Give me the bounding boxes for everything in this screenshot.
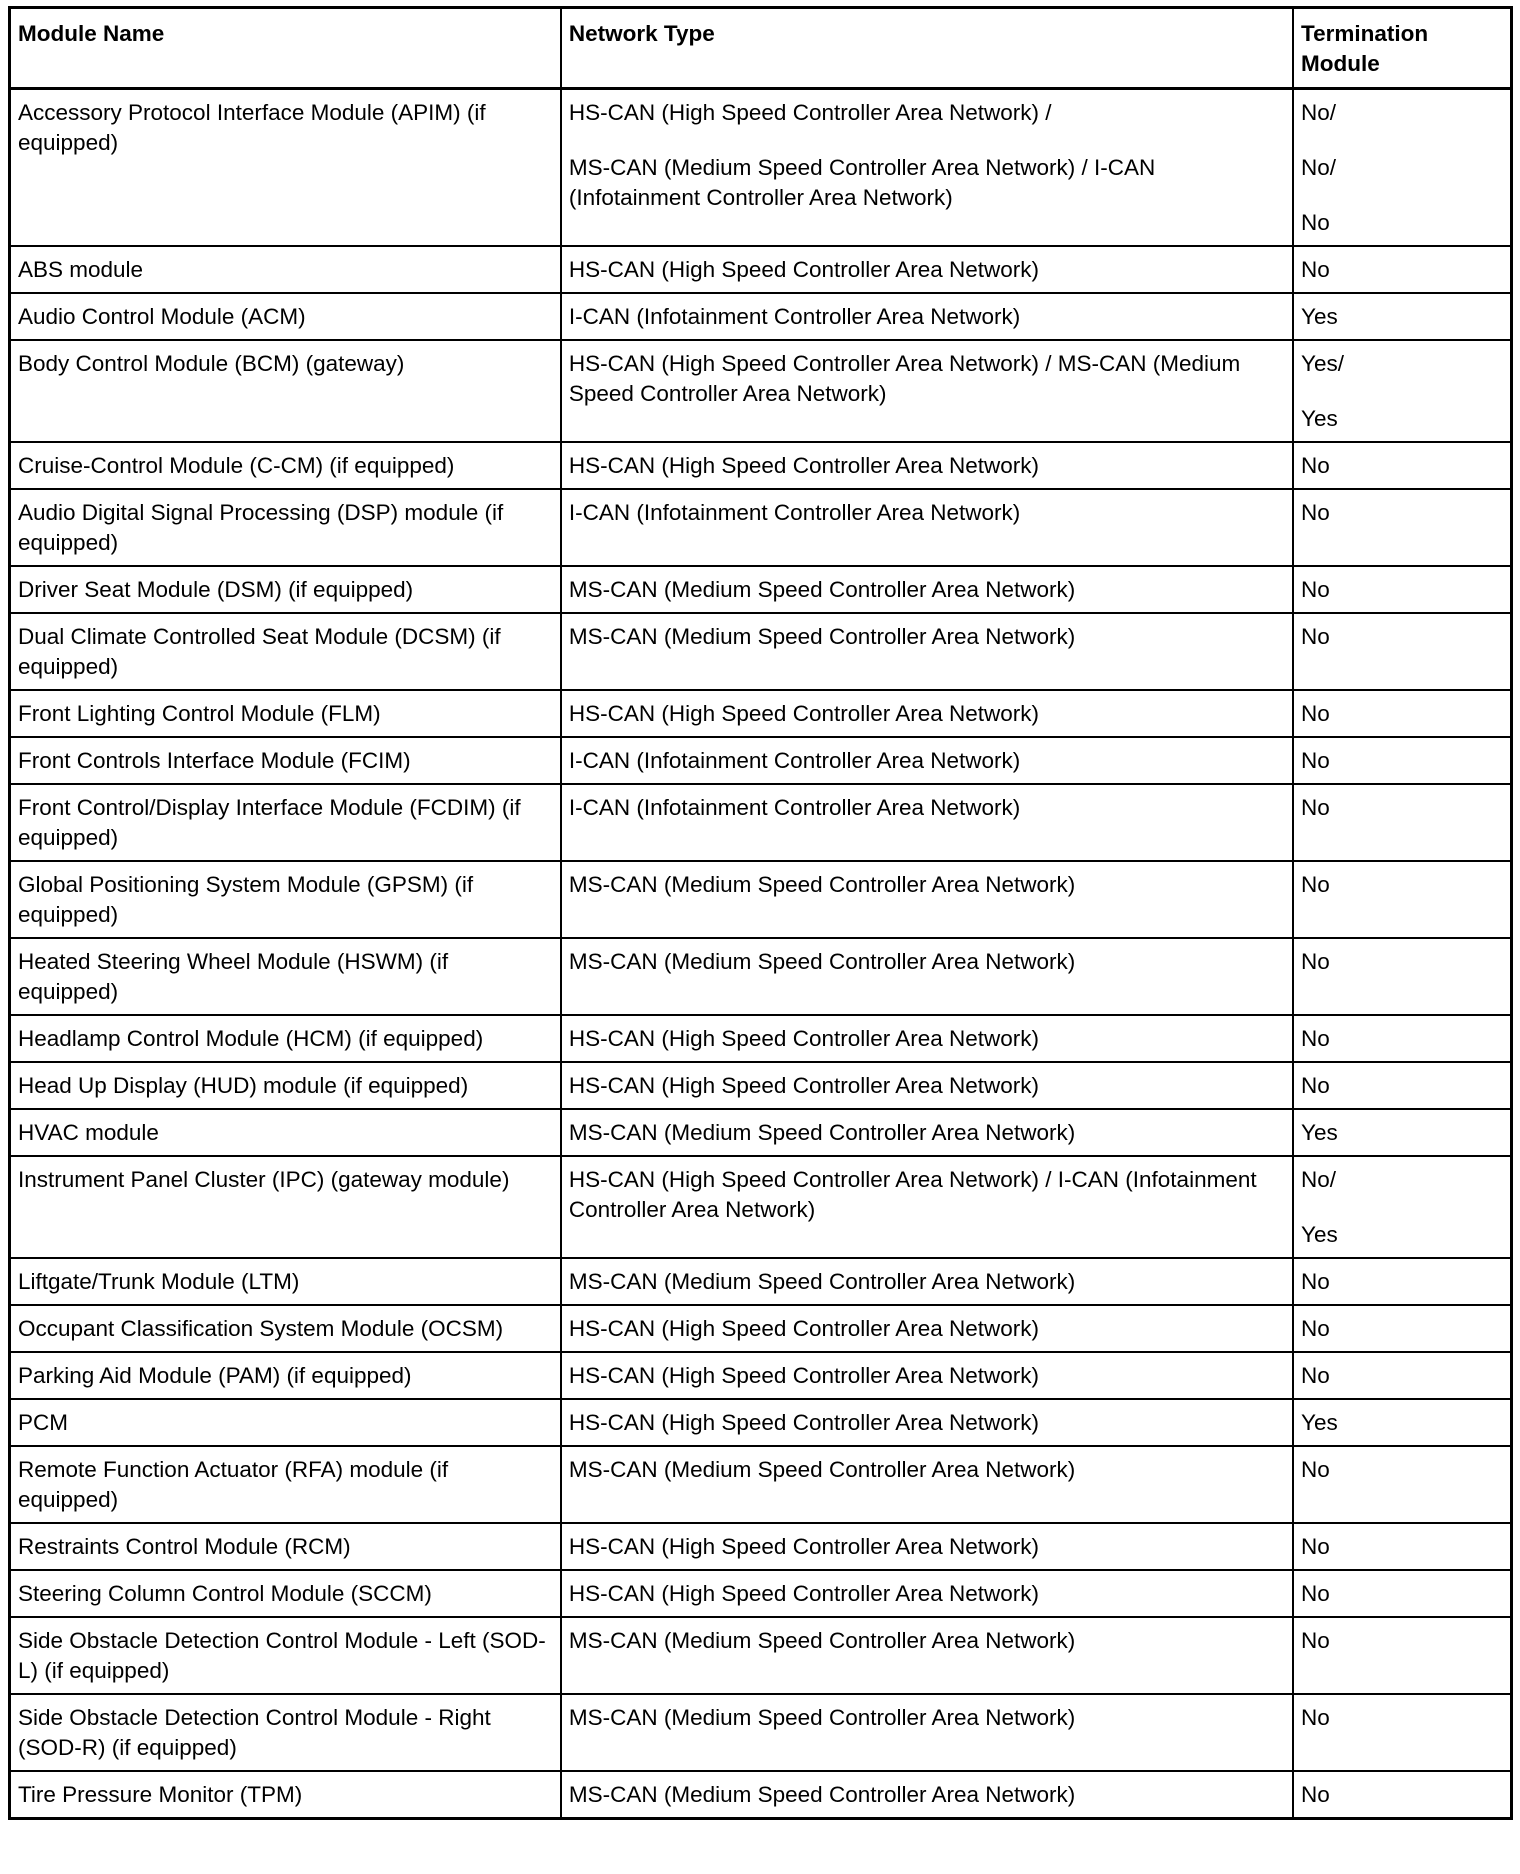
termination-cell	[1293, 340, 1512, 442]
network-type-cell	[561, 1446, 1293, 1523]
network-type-cell	[561, 246, 1293, 293]
termination-value: Yes	[1301, 1410, 1338, 1435]
network-type-line: MS-CAN (Medium Speed Controller Area Network)	[568, 1120, 1076, 1145]
termination-value: No	[1301, 1782, 1330, 1807]
network-type-line: HS-CAN (High Speed Controller Area Network) / I-CAN (Infotainment Controller Area Network)	[568, 1167, 1257, 1222]
network-type-line: HS-CAN (High Speed Controller Area Network)	[568, 453, 1040, 478]
termination-cell	[1293, 1694, 1512, 1771]
termination-cell	[1293, 1352, 1512, 1399]
module-name-cell: Body Control Module (BCM) (gateway)	[10, 340, 561, 442]
termination-value: No	[1301, 577, 1330, 602]
network-type-line: HS-CAN (High Speed Controller Area Network)	[568, 1073, 1040, 1098]
module-name-cell: Head Up Display (HUD) module (if equipped)	[10, 1062, 561, 1109]
termination-value: Yes/	[1301, 351, 1344, 376]
network-type-cell	[561, 1305, 1293, 1352]
termination-value: No	[1301, 1073, 1330, 1098]
termination-cell	[1293, 1305, 1512, 1352]
termination-value: No	[1301, 1026, 1330, 1051]
module-name-cell: Steering Column Control Module (SCCM)	[10, 1570, 561, 1617]
termination-cell	[1293, 566, 1512, 613]
network-type-cell	[561, 690, 1293, 737]
module-name-cell: PCM	[10, 1399, 561, 1446]
table-row	[10, 613, 1512, 690]
termination-cell	[1293, 737, 1512, 784]
table-row	[10, 566, 1512, 613]
termination-value: No	[1301, 795, 1330, 820]
module-name-cell: Cruise-Control Module (C-CM) (if equipped)	[10, 442, 561, 489]
termination-cell	[1293, 1399, 1512, 1446]
termination-value: No	[1301, 1316, 1330, 1341]
termination-value: Yes	[1301, 1120, 1338, 1145]
module-name-cell: ABS module	[10, 246, 561, 293]
network-type-cell	[561, 1258, 1293, 1305]
module-name-cell: Tire Pressure Monitor (TPM)	[10, 1771, 561, 1819]
table-row	[10, 1258, 1512, 1305]
termination-cell	[1293, 442, 1512, 489]
network-type-cell	[561, 1570, 1293, 1617]
network-type-line: MS-CAN (Medium Speed Controller Area Network)	[568, 1269, 1076, 1294]
table-row	[10, 1523, 1512, 1570]
table-row	[10, 737, 1512, 784]
table-row	[10, 442, 1512, 489]
network-type-line: MS-CAN (Medium Speed Controller Area Network)	[568, 1705, 1076, 1730]
table-row	[10, 1062, 1512, 1109]
termination-cell	[1293, 89, 1512, 247]
module-network-table	[8, 6, 1513, 1820]
table-row	[10, 938, 1512, 1015]
table-row	[10, 1617, 1512, 1694]
network-type-cell	[561, 1617, 1293, 1694]
network-type-cell	[561, 1352, 1293, 1399]
termination-value: No	[1301, 453, 1330, 478]
network-type-cell	[561, 293, 1293, 340]
header-termination-module: Termination Module	[1293, 8, 1512, 89]
table-row	[10, 1446, 1512, 1523]
termination-value: No	[1301, 1581, 1330, 1606]
termination-cell	[1293, 784, 1512, 861]
termination-value: No	[1301, 701, 1330, 726]
termination-value: No	[1301, 210, 1330, 235]
network-type-cell	[561, 737, 1293, 784]
table-row	[10, 1399, 1512, 1446]
network-type-line: HS-CAN (High Speed Controller Area Network)	[568, 1581, 1040, 1606]
network-type-cell	[561, 442, 1293, 489]
table-row	[10, 1109, 1512, 1156]
termination-cell	[1293, 1771, 1512, 1819]
network-type-line: MS-CAN (Medium Speed Controller Area Network)	[568, 1457, 1076, 1482]
module-name-cell: Parking Aid Module (PAM) (if equipped)	[10, 1352, 561, 1399]
module-name-cell: Headlamp Control Module (HCM) (if equipped)	[10, 1015, 561, 1062]
table-row	[10, 1015, 1512, 1062]
network-type-line: HS-CAN (High Speed Controller Area Network)	[568, 701, 1040, 726]
table-row	[10, 784, 1512, 861]
module-name-cell: Driver Seat Module (DSM) (if equipped)	[10, 566, 561, 613]
network-type-cell	[561, 1062, 1293, 1109]
termination-value: No	[1301, 1457, 1330, 1482]
termination-value: No	[1301, 748, 1330, 773]
termination-value: Yes	[1301, 304, 1338, 329]
module-name-cell: Restraints Control Module (RCM)	[10, 1523, 561, 1570]
termination-value: No/	[1301, 1167, 1337, 1192]
termination-cell	[1293, 613, 1512, 690]
termination-cell	[1293, 861, 1512, 938]
network-type-line: HS-CAN (High Speed Controller Area Network)	[568, 1363, 1040, 1388]
table-row	[10, 1156, 1512, 1258]
header-module-name: Module Name	[10, 8, 561, 89]
network-type-line: HS-CAN (High Speed Controller Area Network)	[568, 257, 1040, 282]
network-type-line: MS-CAN (Medium Speed Controller Area Network) / I-CAN (Infotainment Controller Area Network)	[568, 155, 1156, 210]
network-type-line: I-CAN (Infotainment Controller Area Network)	[568, 748, 1021, 773]
network-type-line: MS-CAN (Medium Speed Controller Area Network)	[568, 1782, 1076, 1807]
network-type-line: MS-CAN (Medium Speed Controller Area Network)	[568, 624, 1076, 649]
termination-cell	[1293, 1523, 1512, 1570]
table-row	[10, 246, 1512, 293]
network-type-line: HS-CAN (High Speed Controller Area Network)	[568, 1534, 1040, 1559]
table-row	[10, 1570, 1512, 1617]
termination-cell	[1293, 1109, 1512, 1156]
termination-value: No	[1301, 257, 1330, 282]
network-type-cell	[561, 1156, 1293, 1258]
network-type-line: HS-CAN (High Speed Controller Area Network)	[568, 1410, 1040, 1435]
network-type-cell	[561, 938, 1293, 1015]
termination-cell	[1293, 1062, 1512, 1109]
network-type-cell	[561, 1523, 1293, 1570]
network-type-line: MS-CAN (Medium Speed Controller Area Network)	[568, 872, 1076, 897]
table-row	[10, 1771, 1512, 1819]
network-type-line: HS-CAN (High Speed Controller Area Network)	[568, 1316, 1040, 1341]
termination-cell	[1293, 1446, 1512, 1523]
network-type-cell	[561, 1771, 1293, 1819]
termination-value: No	[1301, 1363, 1330, 1388]
module-name-cell: Front Control/Display Interface Module (FCDIM) (if equipped)	[10, 784, 561, 861]
table-row	[10, 1305, 1512, 1352]
table-row	[10, 1694, 1512, 1771]
network-type-cell	[561, 1399, 1293, 1446]
network-type-line: HS-CAN (High Speed Controller Area Network) /	[568, 100, 1052, 125]
table-body	[10, 89, 1512, 1819]
network-type-cell	[561, 1694, 1293, 1771]
network-type-cell	[561, 566, 1293, 613]
module-name-cell: Remote Function Actuator (RFA) module (if equipped)	[10, 1446, 561, 1523]
module-name-cell: Accessory Protocol Interface Module (APIM) (if equipped)	[10, 89, 561, 247]
termination-cell	[1293, 1015, 1512, 1062]
network-type-cell	[561, 784, 1293, 861]
termination-cell	[1293, 1570, 1512, 1617]
document-page	[8, 6, 1513, 1820]
termination-cell	[1293, 1258, 1512, 1305]
termination-cell	[1293, 1617, 1512, 1694]
network-type-cell	[561, 489, 1293, 566]
termination-cell	[1293, 489, 1512, 566]
module-name-cell: Dual Climate Controlled Seat Module (DCSM) (if equipped)	[10, 613, 561, 690]
table-row	[10, 861, 1512, 938]
network-type-line: I-CAN (Infotainment Controller Area Network)	[568, 795, 1021, 820]
termination-cell	[1293, 1156, 1512, 1258]
network-type-line: HS-CAN (High Speed Controller Area Network) / MS-CAN (Medium Speed Controller Area Network)	[568, 351, 1241, 406]
network-type-cell	[561, 1109, 1293, 1156]
termination-cell	[1293, 938, 1512, 1015]
termination-value: Yes	[1301, 1222, 1338, 1247]
header-row	[10, 8, 1512, 89]
network-type-line: MS-CAN (Medium Speed Controller Area Network)	[568, 1628, 1076, 1653]
termination-value: No	[1301, 1269, 1330, 1294]
module-name-cell: Instrument Panel Cluster (IPC) (gateway module)	[10, 1156, 561, 1258]
module-name-cell: Side Obstacle Detection Control Module - Right (SOD-R) (if equipped)	[10, 1694, 561, 1771]
termination-value: No	[1301, 1628, 1330, 1653]
module-name-cell: Heated Steering Wheel Module (HSWM) (if equipped)	[10, 938, 561, 1015]
module-name-cell: Front Controls Interface Module (FCIM)	[10, 737, 561, 784]
termination-value: Yes	[1301, 406, 1338, 431]
table-row	[10, 293, 1512, 340]
table-row	[10, 1352, 1512, 1399]
termination-cell	[1293, 690, 1512, 737]
network-type-cell	[561, 613, 1293, 690]
module-name-cell: Audio Control Module (ACM)	[10, 293, 561, 340]
network-type-cell	[561, 340, 1293, 442]
network-type-line: MS-CAN (Medium Speed Controller Area Network)	[568, 949, 1076, 974]
network-type-cell	[561, 1015, 1293, 1062]
termination-value: No	[1301, 872, 1330, 897]
network-type-line: HS-CAN (High Speed Controller Area Network)	[568, 1026, 1040, 1051]
termination-cell	[1293, 293, 1512, 340]
network-type-line: I-CAN (Infotainment Controller Area Network)	[568, 500, 1021, 525]
termination-value: No	[1301, 1534, 1330, 1559]
table-row	[10, 489, 1512, 566]
network-type-line: I-CAN (Infotainment Controller Area Network)	[568, 304, 1021, 329]
termination-value: No	[1301, 1705, 1330, 1730]
table-row	[10, 89, 1512, 247]
module-name-cell: HVAC module	[10, 1109, 561, 1156]
module-name-cell: Occupant Classification System Module (OCSM)	[10, 1305, 561, 1352]
termination-value: No	[1301, 949, 1330, 974]
termination-value: No/	[1301, 100, 1337, 125]
module-name-cell: Front Lighting Control Module (FLM)	[10, 690, 561, 737]
termination-value: No	[1301, 500, 1330, 525]
module-name-cell: Global Positioning System Module (GPSM) (if equipped)	[10, 861, 561, 938]
header-network-type: Network Type	[561, 8, 1293, 89]
table-row	[10, 340, 1512, 442]
network-type-cell	[561, 861, 1293, 938]
network-type-cell	[561, 89, 1293, 247]
module-name-cell: Side Obstacle Detection Control Module - Left (SOD-L) (if equipped)	[10, 1617, 561, 1694]
termination-value: No/	[1301, 155, 1337, 180]
module-name-cell: Audio Digital Signal Processing (DSP) module (if equipped)	[10, 489, 561, 566]
network-type-line: MS-CAN (Medium Speed Controller Area Network)	[568, 577, 1076, 602]
termination-cell	[1293, 246, 1512, 293]
termination-value: No	[1301, 624, 1330, 649]
table-row	[10, 690, 1512, 737]
module-name-cell: Liftgate/Trunk Module (LTM)	[10, 1258, 561, 1305]
